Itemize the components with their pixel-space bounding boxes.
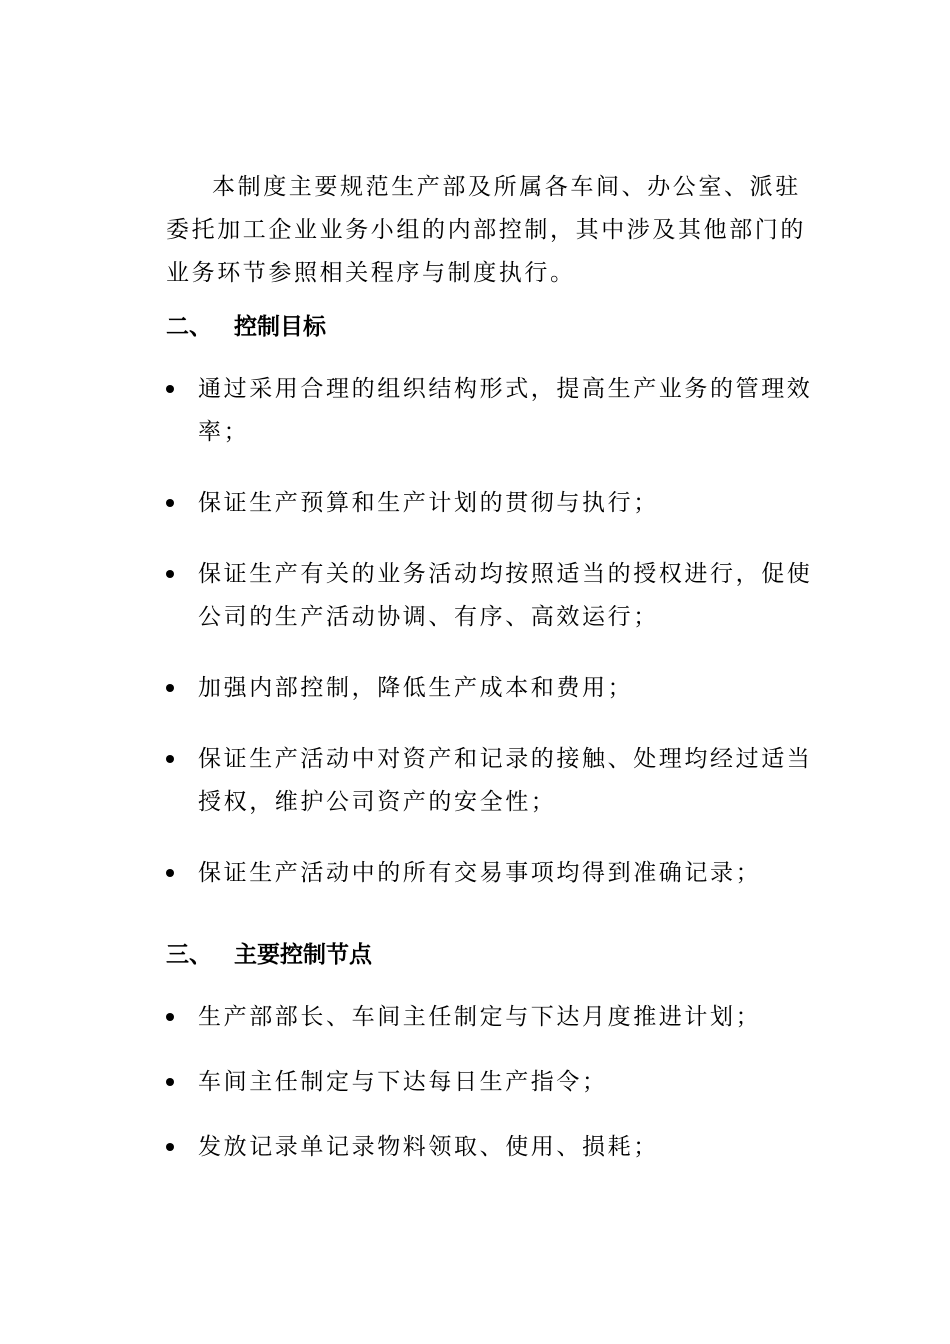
intro-paragraph: 本制度主要规范生产部及所属各车间、办公室、派驻委托加工企业业务小组的内部控制，其中涉及其他部门的业务环节参照相关程序与制度执行。 <box>166 174 806 286</box>
list-item-text: 车间主任制定与下达每日生产指令； <box>198 1069 608 1095</box>
list-item <box>166 667 816 710</box>
list-item <box>166 553 816 639</box>
list-item-text: 保证生产活动中对资产和记录的接触、处理均经过适当授权，维护公司资产的安全性； <box>198 746 813 815</box>
list-item-text: 通过采用合理的组织结构形式，提高生产业务的管理效率； <box>198 376 813 445</box>
section-heading-main-control-nodes <box>166 940 372 970</box>
bullet-icon <box>166 385 174 393</box>
bullet-icon <box>166 684 174 692</box>
list-item <box>166 996 816 1039</box>
section-number: 三、 <box>166 941 212 968</box>
bullet-icon <box>166 570 174 578</box>
control-objectives-list <box>166 368 816 923</box>
list-item-text: 保证生产预算和生产计划的贯彻与执行； <box>198 490 659 516</box>
list-item <box>166 1061 816 1104</box>
list-item <box>166 738 816 824</box>
list-item-text: 保证生产有关的业务活动均按照适当的授权进行，促使公司的生产活动协调、有序、高效运行； <box>198 561 813 630</box>
list-item <box>166 1126 816 1169</box>
bullet-icon <box>166 1013 174 1021</box>
bullet-icon <box>166 755 174 763</box>
section-number: 二、 <box>166 313 212 340</box>
bullet-icon <box>166 1078 174 1086</box>
bullet-icon <box>166 1143 174 1151</box>
section-title: 主要控制节点 <box>234 941 372 968</box>
bullet-icon <box>166 869 174 877</box>
list-item-text: 保证生产活动中的所有交易事项均得到准确记录； <box>198 860 762 886</box>
list-item-text: 生产部部长、车间主任制定与下达月度推进计划； <box>198 1004 762 1030</box>
control-nodes-list <box>166 996 816 1191</box>
list-item <box>166 852 816 895</box>
list-item-text: 发放记录单记录物料领取、使用、损耗； <box>198 1134 659 1160</box>
bullet-icon <box>166 499 174 507</box>
list-item-text: 加强内部控制，降低生产成本和费用； <box>198 675 634 701</box>
list-item <box>166 368 816 454</box>
list-item <box>166 482 816 525</box>
section-title: 控制目标 <box>234 313 326 340</box>
section-heading-control-objectives <box>166 312 326 342</box>
